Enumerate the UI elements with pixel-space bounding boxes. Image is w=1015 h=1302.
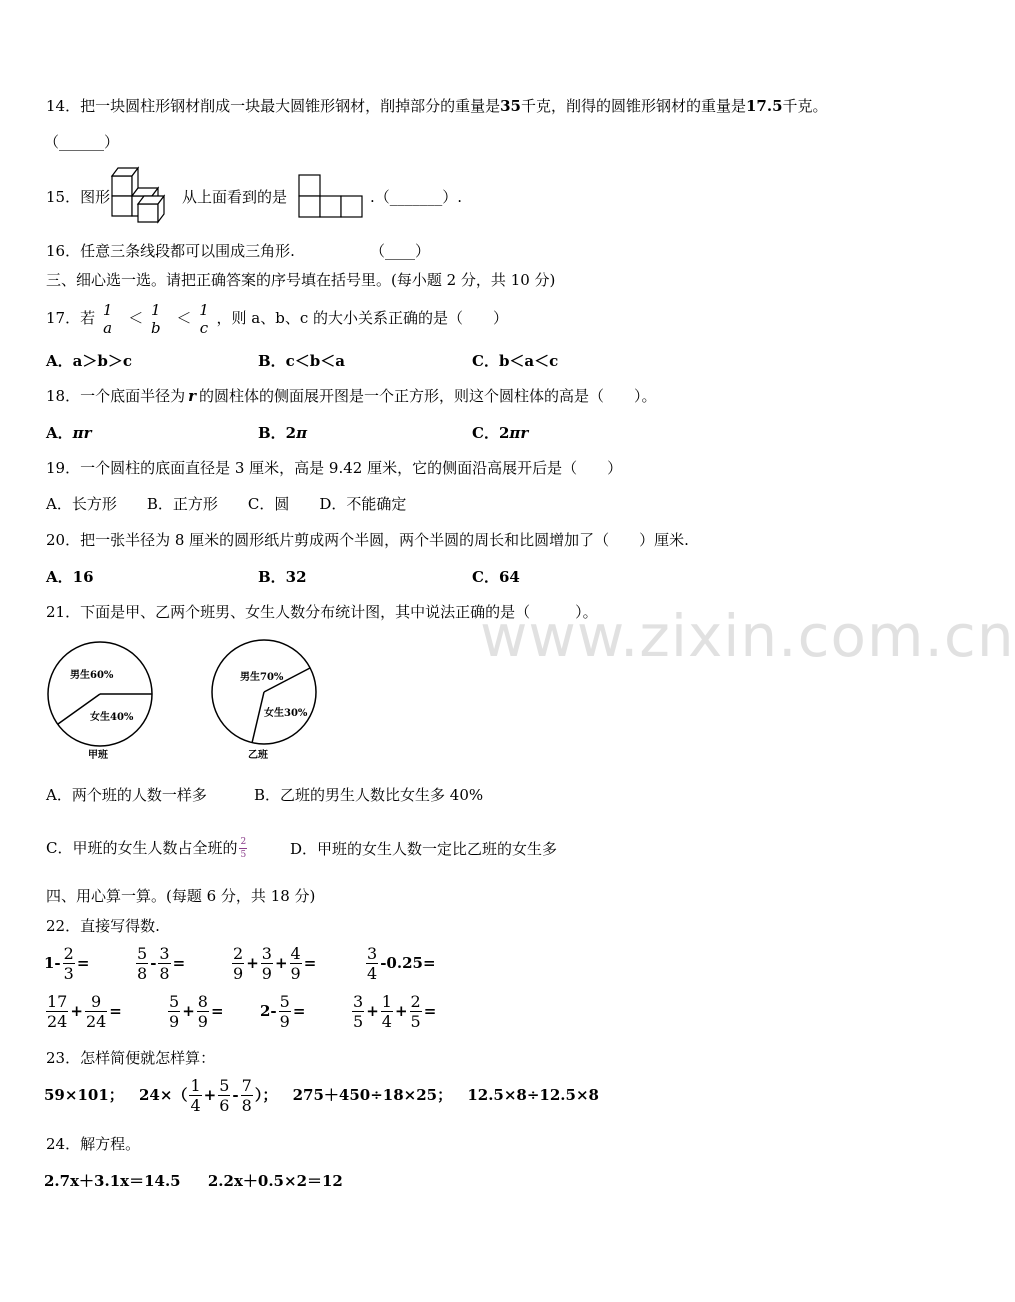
q24-title: 24．解方程。 bbox=[46, 1135, 141, 1153]
q14-answer-blank[interactable]: （______） bbox=[44, 133, 120, 151]
question-14 bbox=[46, 96, 828, 116]
q17-option-a[interactable]: A．a＞b＞c bbox=[46, 352, 132, 370]
pie2-male-label: 男生70% bbox=[240, 672, 284, 683]
pie2-class-label: 乙班 bbox=[248, 750, 268, 761]
pie-chart-class-jia bbox=[40, 638, 160, 766]
pie2-female-label: 女生30% bbox=[264, 708, 308, 719]
q22-title: 22．直接写得数. bbox=[46, 917, 160, 935]
q21-option-d[interactable]: D．甲班的女生人数一定比乙班的女生多 bbox=[290, 840, 558, 858]
q18-text1: 18．一个底面半径为 bbox=[46, 387, 186, 405]
q18-option-c[interactable]: C．2πr bbox=[472, 424, 529, 442]
pie1-female-label: 女生40% bbox=[90, 712, 134, 723]
q15-middle: 从上面看到的是 bbox=[182, 188, 288, 206]
q18-text2: 的圆柱体的侧面展开图是一个正方形，则这个圆柱体的高是（ ）。 bbox=[199, 387, 657, 405]
q23-expr-b-start: 24×（ bbox=[139, 1086, 188, 1104]
q23-expr-c: 275＋450÷18×25； bbox=[292, 1086, 453, 1104]
q14-num2: 17.5 bbox=[745, 97, 783, 115]
q21-fraction-2-5: $\frac{2}{5}$ bbox=[240, 837, 247, 860]
q17-suffix: ，则 a、b、c 的大小关系正确的是（ ） bbox=[216, 309, 508, 327]
question-21: 21．下面是甲、乙两个班男、女生人数分布统计图，其中说法正确的是（ ）。 bbox=[46, 603, 598, 621]
q18-option-a[interactable]: A．πr bbox=[46, 424, 92, 442]
cube-stack-figure bbox=[110, 164, 180, 224]
q23-expr-b-end: ）； bbox=[254, 1086, 278, 1104]
q16-text: 16．任意三条线段都可以围成三角形. bbox=[46, 242, 295, 260]
q21-option-c[interactable]: C．甲班的女生人数占全班的 $\frac{2}{5}$ bbox=[46, 837, 247, 860]
q23-expressions: 59×101； 24×（ $\frac{1}{4}$ + $\frac{5}{6}$ - $\frac{7}{8}$ ）； 275＋450÷18×25； 12.5×8÷12.5×8 bbox=[44, 1076, 599, 1115]
q24-equation-a: 2.7x＋3.1x＝14.5 bbox=[44, 1172, 181, 1190]
q22-expr-3: $\frac{2}{9}$ + $\frac{3}{9}$ + $\frac{4}{9}$ = bbox=[233, 944, 317, 983]
q17-option-b[interactable]: B．c＜b＜a bbox=[258, 352, 346, 370]
q23-expr-a: 59×101； bbox=[44, 1086, 124, 1104]
q19-options[interactable]: A．长方形 B．正方形 C．圆 D．不能确定 bbox=[46, 495, 407, 513]
q14-end: 千克。 bbox=[782, 97, 828, 115]
q20-option-c[interactable]: C．64 bbox=[472, 568, 520, 586]
q20-option-b[interactable]: B．32 bbox=[258, 568, 307, 586]
pie-chart-class-yi bbox=[204, 636, 324, 766]
q14-text: 14．把一块圆柱形钢材削成一块最大圆锥形钢材，削掉部分的重量是 bbox=[46, 97, 501, 115]
q17-less-than-2: ＜ bbox=[176, 309, 192, 327]
q17-fraction-a: 1 a bbox=[102, 300, 113, 337]
q22-expr-5: $\frac{17}{24}$ + $\frac{9}{24}$ = bbox=[47, 992, 122, 1031]
q23-title: 23．怎样简便就怎样算： bbox=[46, 1049, 216, 1067]
q17-less-than-1: ＜ bbox=[128, 309, 144, 327]
section-4-title: 四、用心算一算。(每题 6 分，共 18 分) bbox=[46, 887, 316, 905]
question-16 bbox=[46, 241, 295, 261]
q15-suffix[interactable]: .（_______）. bbox=[370, 188, 463, 206]
section-3-title: 三、细心选一选。请把正确答案的序号填在括号里。(每小题 2 分，共 10 分) bbox=[46, 271, 556, 289]
q18-r: r bbox=[188, 387, 196, 405]
top-view-figure bbox=[298, 174, 366, 220]
q22-expr-6: $\frac{5}{9}$ + $\frac{8}{9}$ = bbox=[169, 992, 224, 1031]
q17-fraction-c: 1 c bbox=[199, 300, 209, 337]
question-17 bbox=[46, 298, 508, 338]
q22-expr-8: $\frac{3}{5}$ + $\frac{1}{4}$ + $\frac{2}{5}$ = bbox=[353, 992, 437, 1031]
q22-expr-7: 2- $\frac{5}{9}$ = bbox=[260, 992, 306, 1031]
q14-num1: 35 bbox=[500, 97, 521, 115]
q22-expr-2: $\frac{5}{8}$ - $\frac{3}{8}$ = bbox=[137, 944, 186, 983]
pie1-male-label: 男生60% bbox=[70, 670, 114, 681]
question-20: 20．把一张半径为 8 厘米的圆形纸片剪成两个半圆，两个半圆的周长和比圆增加了（ ）厘米. bbox=[46, 531, 689, 549]
q24-equation-b: 2.2x＋0.5×2＝12 bbox=[207, 1172, 343, 1190]
q16-answer-blank[interactable]: （____） bbox=[370, 242, 431, 260]
q18-option-b[interactable]: B．2π bbox=[258, 424, 308, 442]
q21-option-a[interactable]: A．两个班的人数一样多 bbox=[46, 786, 207, 804]
q22-expr-1: 1- $\frac{2}{3}$ = bbox=[44, 944, 90, 983]
q20-option-a[interactable]: A．16 bbox=[46, 568, 94, 586]
q15-prefix: 15．图形 bbox=[46, 188, 111, 206]
q21-option-b[interactable]: B．乙班的男生人数比女生多 40% bbox=[254, 786, 484, 804]
watermark: www.zixin.com.cn bbox=[480, 602, 1015, 670]
pie1-class-label: 甲班 bbox=[88, 750, 108, 761]
q22-expr-4: $\frac{3}{4}$ -0.25= bbox=[367, 944, 436, 983]
q14-mid: 千克，削得的圆锥形钢材的重量是 bbox=[520, 97, 746, 115]
question-18 bbox=[46, 386, 657, 406]
q17-prefix: 17．若 bbox=[46, 309, 96, 327]
question-19: 19．一个圆柱的底面直径是 3 厘米，高是 9.42 厘米，它的侧面沿高展开后是（ ） bbox=[46, 459, 623, 477]
q23-expr-d: 12.5×8÷12.5×8 bbox=[467, 1086, 599, 1104]
q17-option-c[interactable]: C．b＜a＜c bbox=[472, 352, 559, 370]
q17-fraction-b: 1 b bbox=[151, 300, 161, 337]
q24-equations bbox=[44, 1170, 343, 1191]
